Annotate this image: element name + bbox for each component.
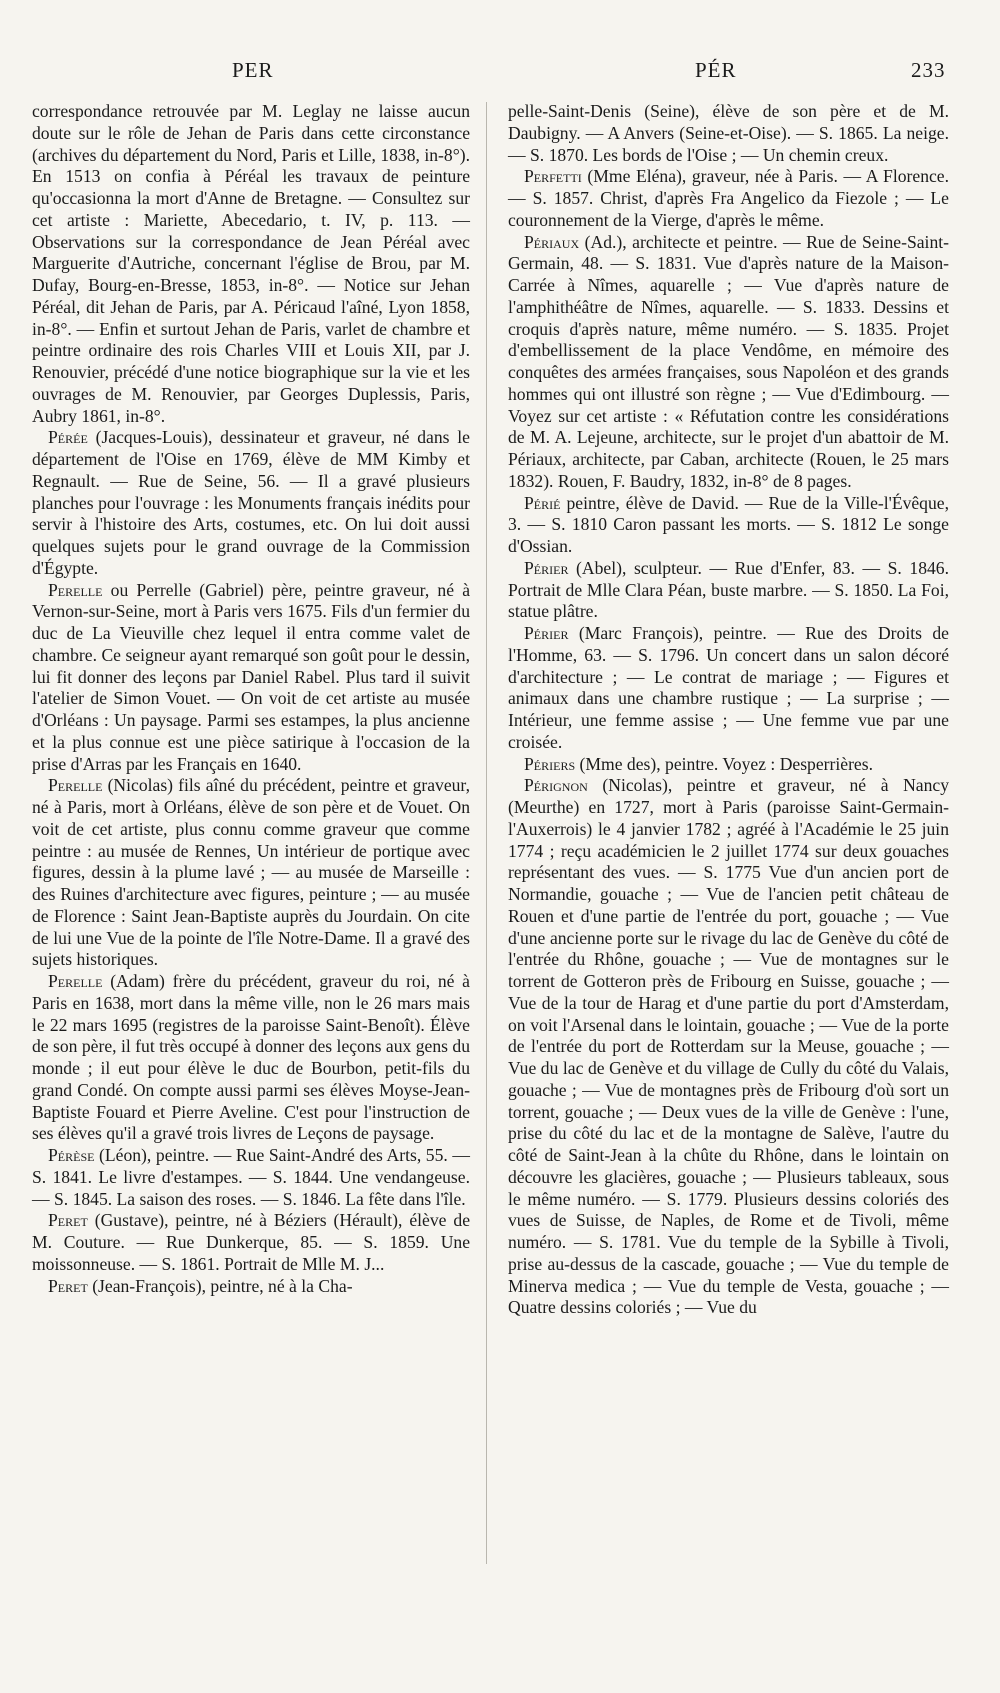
right-column <box>508 101 949 1319</box>
dictionary-entry <box>508 101 949 166</box>
entry-text: (Marc François), peintre. — Rue des Droits de l'Homme, 63. — S. 1796. Un concert dans un salon décoré d'architecture ; — Le contrat de mariage ; — Figures et animaux dans une chambre rustique ; — La surprise ; — Intérieur, une femme assise ; — Une femme vue par une croisée. <box>508 623 949 752</box>
entry-text: (Gustave), peintre, né à Béziers (Hérault), élève de M. Couture. — Rue Dunkerque, 85. — S. 1859. Une moissonneuse. — S. 1861. Portrait de Mlle M. J... <box>32 1210 470 1274</box>
entry-name: Perelle <box>48 971 103 991</box>
entry-name: Perelle <box>48 775 103 796</box>
entry-text: (Mme des), peintre. Voyez : Desperrières. <box>579 753 873 774</box>
entry-name: Périers <box>524 753 576 774</box>
entry-text: pelle-Saint-Denis (Seine), élève de son père et de M. Daubigny. — A Anvers (Seine-et-Oise). — S. 1865. La neige. — S. 1870. Les bords de l'Oise ; — Un chemin creux. <box>508 101 949 165</box>
running-header <box>0 58 1000 88</box>
entry-name: Périé <box>524 492 561 513</box>
dictionary-entry <box>508 166 949 231</box>
dictionary-entry <box>32 971 470 1145</box>
entry-text: (Adam) frère du précédent, graveur du roi, né à Paris en 1638, mort dans la même ville, non le 26 mars mais le 22 mars 1695 (registres de la paroisse Saint-Benoît). Élève de son père, il fut très occupé à donner des leçons aux gens du monde ; il eut pour élève le duc de Bourbon, petit-fils du grand Condé. On compte aussi parmi ses élèves Moyse-Jean-Baptiste Fouard et Pierre Aveline. C'est pour l'instruction de ses élèves qu'il a gravé trois livres de Leçons de paysage. <box>32 971 470 1144</box>
entry-text: (Jacques-Louis), dessinateur et graveur, né dans le département de l'Oise en 1769, élève de MM Kimby et Regnault. — Rue de Seine, 56. — Il a gravé plusieurs planches pour l'ouvrage : les Monuments français inédits pour servir à l'histoire des Arts, costumes, etc. On lui doit aussi quelques sujets pour le grand ouvrage de la Commission d'Égypte. <box>32 427 470 578</box>
dictionary-entry <box>508 775 949 1319</box>
entry-text: ou Perrelle (Gabriel) père, peintre graveur, né à Vernon-sur-Seine, mort à Paris vers 1675. Fils d'un fermier du duc de La Vieuville chez lequel il entra comme valet de chambre. Ce seigneur ayant remarqué son goût pour le dessin, lui fit donner des leçons par Daniel Rabel. Plus tard il suivit l'atelier de Simon Vouet. — On voit de cet artiste au musée d'Orléans : Un paysage. Parmi ses estampes, la plus ancienne et la plus connue est une pièce satirique à l'occasion de la prise d'Arras par les Français en 1640. <box>32 579 470 774</box>
dictionary-entry <box>508 754 949 776</box>
header-center: PÉR <box>695 58 737 82</box>
dictionary-entry <box>508 623 949 754</box>
entry-text: (Léon), peintre. — Rue Saint-André des Arts, 55. — S. 1841. Le livre d'estampes. — S. 1844. Une vendangeuse. — S. 1845. La saison des roses. — S. 1846. La fête dans l'île. <box>32 1145 470 1209</box>
dictionary-entry <box>508 558 949 623</box>
entry-text: (Nicolas) fils aîné du précédent, peintre et graveur, né à Paris, mort à Orléans, élève de son père et de Vouet. On voit de cet artiste, plus connu comme graveur que comme peintre : au musée de Rennes, Un intérieur de portique avec figures, dessin à la plume lavé ; — au musée de Marseille : des Ruines d'architecture avec figures, peinture ; — au musée de Florence : Saint Jean-Baptiste auprès du Jourdain. On cite de lui une Vue de la pointe de l'île Notre-Dame. Il a gravé des sujets historiques. <box>32 775 470 970</box>
dictionary-entry <box>32 427 470 579</box>
entry-name: Pérignon <box>524 775 588 796</box>
page-number: 233 <box>911 58 946 82</box>
entry-text: peintre, élève de David. — Rue de la Ville-l'Évêque, 3. — S. 1810 Caron passant les morts. — S. 1812 Le songe d'Ossian. <box>508 492 949 556</box>
entry-name: Peret <box>48 1210 88 1231</box>
entry-text: correspondance retrouvée par M. Leglay ne laisse aucun doute sur le rôle de Jehan de Paris dans cette circonstance (archives du département du Nord, Paris et Lille, 1838, in-8°). En 1513 on confia à Péréal les travaux de peinture qu'occasionna la mort d'Anne de Bretagne. — Consultez sur cet artiste : Mariette, Abecedario, t. IV, p. 113. — Observations sur la correspondance de Jean Péréal avec Marguerite d'Autriche, concernant l'église de Brou, par M. Dufay, Bourg-en-Bresse, 1853, in-8°. — Notice sur Jehan Péréal, dit Jehan de Paris, par A. Péricaud l'aîné, Lyon 1858, in-8°. — Enfin et surtout Jehan de Paris, varlet de chambre et peintre ordinaire des rois Charles VIII et Louis XII, par J. Renouvier, précédé d'une notice biographique sur la vie et les ouvrages de M. Renouvier, par Georges Duplessis, Paris, Aubry 1861, in-8°. <box>32 101 470 426</box>
entry-text: (Ad.), architecte et peintre. — Rue de Seine-Saint-Germain, 48. — S. 1831. Vue d'après nature de la Maison-Carrée à Nîmes, aquarelle ; — Vue d'après nature de l'amphithéâtre de Nîmes, aquarelle. — S. 1833. Dessins et croquis d'après nature, même numéro. — S. 1835. Projet d'embellissement de la place Vendôme, en mémoire des conquêtes des armées françaises, sous Napoléon et des grands hommes qui ont illustré son règne ; — Vue d'Edimbourg. — Voyez sur cet artiste : « Réfutation contre les considérations de M. A. Lejeune, architecte, sur le projet d'un abattoir de M. Périaux, architecte, par Caban, architecte (Rouen, le 25 mars 1832). Rouen, F. Baudry, 1832, in-8° de 8 pages. <box>508 231 949 491</box>
entry-name: Périaux <box>524 231 580 252</box>
entry-name: Pérée <box>48 427 88 448</box>
entry-text: (Nicolas), peintre et graveur, né à Nancy (Meurthe) en 1727, mort à Paris (paroisse Saint-Germain-l'Auxerrois) le 4 janvier 1782 ; agréé à l'Académie le 25 juin 1774 ; reçu académicien le 2 juillet 1774 sur deux gouaches représentant des vues. — S. 1775 Vue d'un ancien port de Normandie, gouache ; — Vue de l'ancien petit château de Rouen et d'une partie de l'entrée du port, gouache ; — Vue d'une ancienne porte sur le rivage du lac de Genève du côté de l'entrée du Rhône, gouache ; — Vue de montagnes sur le torrent de Gotteron près de Fribourg en Suisse, gouache ; — Vue de la tour de Harag et d'une partie du port d'Amsterdam, on voit l'Arsenal dans le lointain, gouache ; — Vue de la porte de l'entrée du port de Rotterdam sur la Meuse, gouache ; — Vue du lac de Genève et du village de Cully du côté du Valais, gouache ; — Vue de montagnes près de Fribourg d'où sort un torrent, gouache ; — Deux vues de la ville de Genève : l'une, prise du côté du lac et de la montagne de Salève, l'autre du côté de Saint-Jean à la chûte du Rhône, dans le lointain on découvre les glacières, gouache ; — Plusieurs tableaux, sous le même numéro. — S. 1779. Plusieurs dessins coloriés des vues de Suisse, de Naples, de Rome et de Tivoli, même numéro. — S. 1781. Vue du temple de la Sybille à Tivoli, prise au-dessus de la cascade, gouache ; — Vue du temple de Minerva medica ; — Vue du temple de Vesta, gouache ; — Quatre dessins coloriés ; — Vue du <box>508 775 950 1318</box>
left-column <box>32 101 470 1297</box>
dictionary-entry <box>32 101 470 427</box>
entry-name: Périer <box>524 557 569 578</box>
entry-name: Peret <box>48 1275 88 1296</box>
dictionary-entry <box>508 232 949 493</box>
entry-text: (Abel), sculpteur. — Rue d'Enfer, 83. — S. 1846. Portrait de Mlle Clara Péan, buste marbre. — S. 1850. La Foi, statue plâtre. <box>508 557 949 622</box>
entry-name: Périer <box>524 623 569 643</box>
entry-name: Perfetti <box>524 166 582 187</box>
dictionary-entry <box>32 580 470 776</box>
column-divider <box>486 102 487 1564</box>
dictionary-entry <box>32 1145 470 1210</box>
dictionary-entry <box>508 493 949 558</box>
entry-name: Pérèse <box>48 1145 95 1165</box>
dictionary-entry <box>32 775 470 971</box>
dictionary-entry <box>32 1210 470 1275</box>
entry-text: (Mme Eléna), graveur, née à Paris. — A Florence. — S. 1857. Christ, d'après Fra Angelico da Fiezole ; — Le couronnement de la Vierge, d'après le même. <box>508 166 950 230</box>
entry-name: Perelle <box>48 579 103 600</box>
header-left: PER <box>232 58 274 82</box>
dictionary-entry <box>32 1276 470 1298</box>
entry-text: (Jean-François), peintre, né à la Cha- <box>92 1275 353 1296</box>
